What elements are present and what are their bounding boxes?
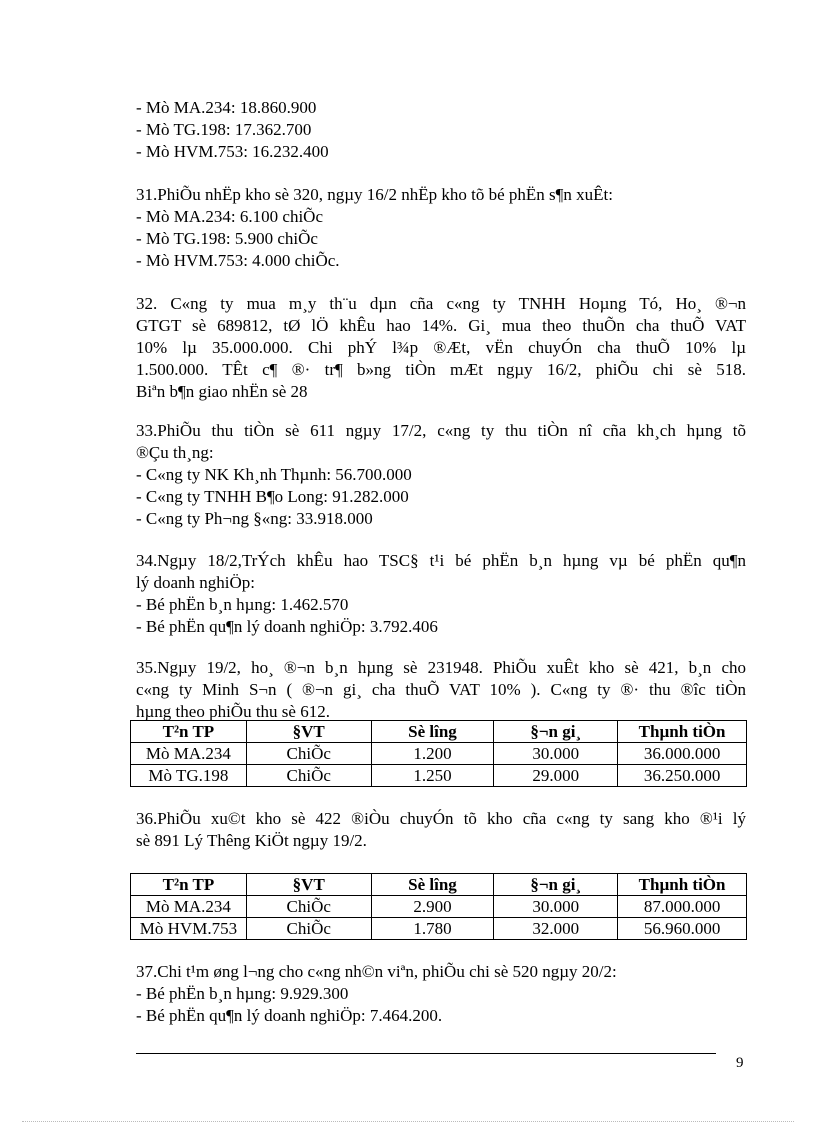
table-cell: 32.000 bbox=[494, 918, 618, 940]
text-line: sè 891 Lý Thêng KiÖt ngµy 19/2. bbox=[136, 831, 367, 850]
table-cell: 1.200 bbox=[371, 743, 494, 765]
table-row bbox=[131, 743, 747, 765]
text-line: - Mò HVM.753: 16.232.400 bbox=[136, 142, 329, 161]
column-header: §VT bbox=[246, 874, 371, 896]
table-row bbox=[131, 765, 747, 787]
text-line: - C«ng ty TNHH B¶o Long: 91.282.000 bbox=[136, 487, 409, 506]
column-header: Thµnh tiÒn bbox=[618, 874, 747, 896]
table-cell: 30.000 bbox=[494, 896, 618, 918]
text-line: 35.Ngµy 19/2, ho¸ ®¬n b¸n hµng sè 231948. PhiÕu xuÊt kho sè 421, b¸n cho bbox=[136, 658, 746, 677]
item-33-paragraph bbox=[136, 420, 746, 464]
column-header: Sè lîng bbox=[371, 721, 494, 743]
table-cell: Mò TG.198 bbox=[131, 765, 247, 787]
text-line: lý doanh nghiÖp: bbox=[136, 573, 255, 592]
column-header: §VT bbox=[246, 721, 371, 743]
text-line: - Mò MA.234: 6.100 chiÕc bbox=[136, 207, 323, 226]
table-product-sales bbox=[130, 720, 747, 787]
item-35-paragraph bbox=[136, 657, 746, 723]
table-row bbox=[131, 896, 747, 918]
text-line: 33.PhiÕu thu tiÒn sè 611 ngµy 17/2, c«ng ty thu tiÒn nî cña kh¸ch hµng tõ bbox=[136, 421, 746, 440]
table-cell: 56.960.000 bbox=[618, 918, 747, 940]
text-line: 36.PhiÕu xu©t kho sè 422 ®iÒu chuyÓn tõ kho cña c«ng ty sang kho ®¹i lý bbox=[136, 809, 746, 828]
footer-divider bbox=[136, 1053, 716, 1054]
table-cell: 29.000 bbox=[494, 765, 618, 787]
text-line: - Mò TG.198: 17.362.700 bbox=[136, 120, 312, 139]
table-cell: ChiÕc bbox=[246, 896, 371, 918]
text-line: ®Çu th¸ng: bbox=[136, 443, 214, 462]
table-header-row bbox=[131, 721, 747, 743]
item-32-paragraph bbox=[136, 293, 746, 403]
page-number: 9 bbox=[736, 1055, 744, 1071]
table-row bbox=[131, 918, 747, 940]
item-34-paragraph bbox=[136, 550, 746, 594]
text-line: GTGT sè 689812, tØ lÖ khÊu hao 14%. Gi¸ mua theo thuÕn cha thuÕ VAT bbox=[136, 316, 746, 335]
item-31-heading: 31.PhiÕu nhËp kho sè 320, ngµy 16/2 nhËp kho tõ bé phËn s¶n xuÊt: bbox=[136, 185, 613, 204]
text-line: - Bé phËn qu¶n lý doanh nghiÖp: 3.792.406 bbox=[136, 617, 438, 636]
text-line: 34.Ngµy 18/2,TrÝch khÊu hao TSC§ t¹i bé phËn b¸n hµng vµ bé phËn qu¶n bbox=[136, 551, 746, 570]
table-cell: Mò MA.234 bbox=[131, 743, 247, 765]
text-line: - Bé phËn b¸n hµng: 1.462.570 bbox=[136, 595, 349, 614]
table-cell: Mò MA.234 bbox=[131, 896, 247, 918]
text-line: - Mò HVM.753: 4.000 chiÕc. bbox=[136, 251, 340, 270]
table-cell: ChiÕc bbox=[246, 918, 371, 940]
column-header: Sè lîng bbox=[371, 874, 494, 896]
text-line: c«ng ty Minh S¬n ( ®¬n gi¸ cha thuÕ VAT 10% ). C«ng ty ®· thu ®îc tiÒn bbox=[136, 680, 746, 699]
table-header-row bbox=[131, 874, 747, 896]
column-header: §¬n gi¸ bbox=[494, 721, 618, 743]
text-line: 10% lµ 35.000.000. Chi phÝ l¾p ®Æt, vËn chuyÓn cha thuÕ 10% lµ bbox=[136, 338, 746, 357]
text-line: hµng theo phiÕu thu sè 612. bbox=[136, 702, 330, 721]
text-line: - Mò MA.234: 18.860.900 bbox=[136, 98, 317, 117]
page-edge-divider bbox=[22, 1121, 794, 1122]
table-cell: ChiÕc bbox=[246, 743, 371, 765]
table-cell: 30.000 bbox=[494, 743, 618, 765]
column-header: Thµnh tiÒn bbox=[618, 721, 747, 743]
table-cell: 36.000.000 bbox=[618, 743, 747, 765]
column-header: T²n TP bbox=[131, 721, 247, 743]
table-cell: Mò HVM.753 bbox=[131, 918, 247, 940]
item-37-heading: 37.Chi t¹m øng l¬ng cho c«ng nh©n viªn, phiÕu chi sè 520 ngµy 20/2: bbox=[136, 962, 617, 981]
table-cell: 1.250 bbox=[371, 765, 494, 787]
table-cell: 87.000.000 bbox=[618, 896, 747, 918]
text-line: - Bé phËn b¸n hµng: 9.929.300 bbox=[136, 984, 349, 1003]
table-cell: 1.780 bbox=[371, 918, 494, 940]
table-product-transfer bbox=[130, 873, 747, 940]
column-header: §¬n gi¸ bbox=[494, 874, 618, 896]
item-36-paragraph bbox=[136, 808, 746, 852]
text-line: - C«ng ty NK Kh¸nh Thµnh: 56.700.000 bbox=[136, 465, 412, 484]
text-line: Biªn b¶n giao nhËn sè 28 bbox=[136, 382, 308, 401]
text-line: 32. C«ng ty mua m¸y th¨u dµn cña c«ng ty TNHH Hoµng Tó, Ho¸ ®¬n bbox=[136, 294, 746, 313]
table-cell: ChiÕc bbox=[246, 765, 371, 787]
table-cell: 36.250.000 bbox=[618, 765, 747, 787]
text-line: - Mò TG.198: 5.900 chiÕc bbox=[136, 229, 318, 248]
text-line: - C«ng ty Ph¬ng §«ng: 33.918.000 bbox=[136, 509, 373, 528]
table-cell: 2.900 bbox=[371, 896, 494, 918]
text-line: - Bé phËn qu¶n lý doanh nghiÖp: 7.464.200. bbox=[136, 1006, 443, 1025]
column-header: T²n TP bbox=[131, 874, 247, 896]
text-line: 1.500.000. TÊt c¶ ®· tr¶ b»ng tiÒn mÆt ngµy 16/2, phiÕu chi sè 518. bbox=[136, 360, 746, 379]
